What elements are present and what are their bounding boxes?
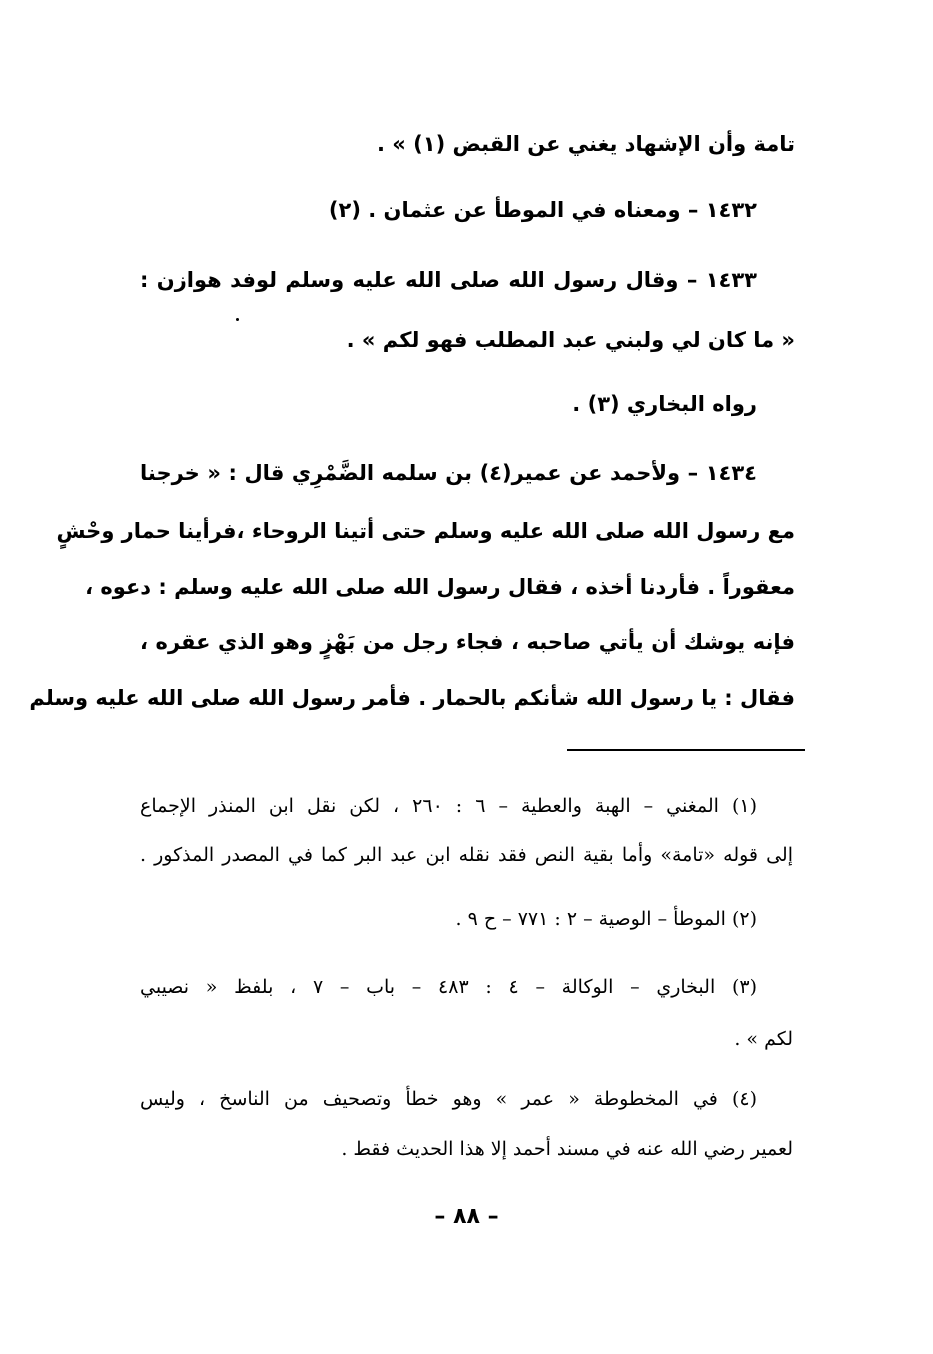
page-number: – ٨٨ –	[434, 1204, 499, 1229]
hadith-1432: ١٤٣٢ – ومعناه في الموطأ عن عثمان . (٢)	[328, 198, 757, 222]
footnote-4: (٤) في المخطوطة « عمر » وهو خطأ وتصحيف من الناسخ ، وليس	[140, 1088, 757, 1110]
footnote-separator	[567, 749, 805, 751]
text-line-4: « ما كان لي ولبني عبد المطلب فهو لكم » .	[346, 328, 795, 352]
text-line-8: معقوراً . فأردنا أخذه ، فقال رسول الله صلى الله عليه وسلم : دعوه ،	[85, 575, 795, 599]
narration-source: رواه البخاري (٣) .	[572, 392, 757, 416]
footnote-4-continued: لعمير رضي الله عنه في مسند أحمد إلا هذا الحديث فقط .	[341, 1138, 793, 1160]
hadith-1434: ١٤٣٤ – ولأحمد عن عمير(٤) بن سلمه الضَّمْرِي قال : « خرجنا	[140, 461, 757, 485]
text-line-7: مع رسول الله صلى الله عليه وسلم حتى أتينا الروحاء ،فرأينا حمار وحْشٍ	[56, 519, 795, 543]
text-line-9: فإنه يوشك أن يأتي صاحبه ، فجاء رجل من بَهْزٍ وهو الذي عقره ،	[140, 630, 795, 654]
text-line-10: فقال : يا رسول الله شأنكم بالحمار . فأمر رسول الله صلى الله عليه وسلم	[29, 686, 795, 710]
ink-speck	[236, 318, 239, 321]
footnote-1: (١) المغني – الهبة والعطية – ٦ : ٢٦٠ ، لكن نقل ابن المنذر الإجماع	[140, 795, 757, 817]
text-line-1: تامة وأن الإشهاد يغني عن القبض (١) » .	[377, 132, 795, 156]
footnote-3: (٣) البخاري – الوكالة – ٤ : ٤٨٣ – باب – ٧ ، بلفظ « نصيبي	[140, 976, 757, 998]
footnote-1-continued: إلى قوله «تامة» وأما بقية النص فقد نقله ابن عبد البر كما في المصدر المذكور .	[140, 844, 793, 866]
footnote-3-continued: لكم » .	[734, 1028, 793, 1050]
footnote-2: (٢) الموطأ – الوصية – ٢ : ٧٧١ – ح ٩ .	[455, 908, 757, 930]
hadith-1433: ١٤٣٣ – وقال رسول الله صلى الله عليه وسلم لوفد هوازن :	[140, 268, 757, 292]
